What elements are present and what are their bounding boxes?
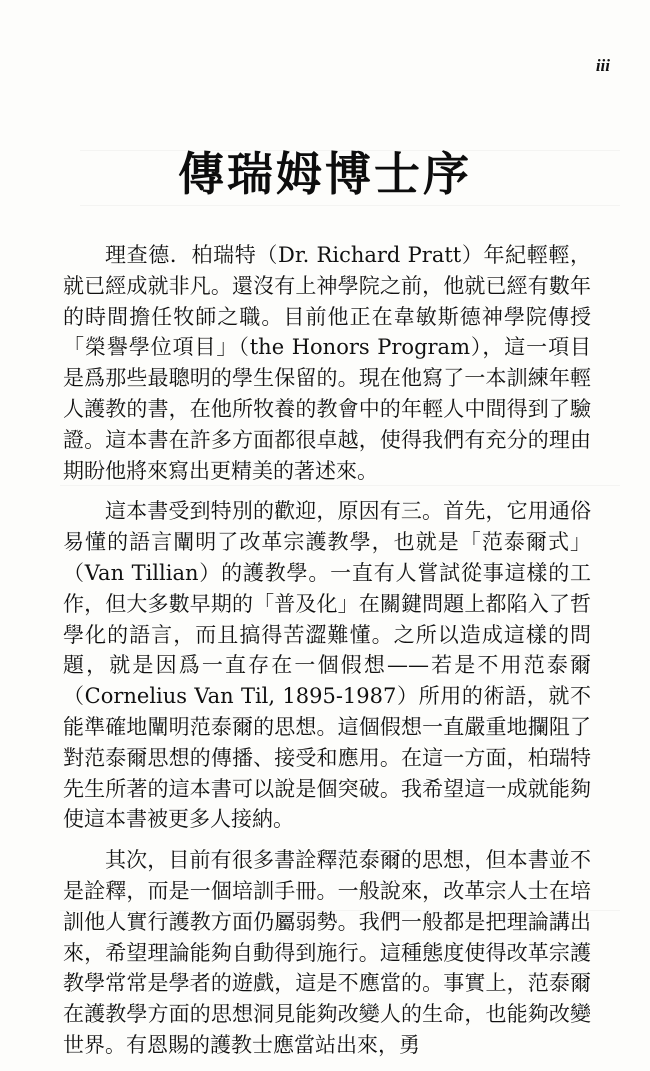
paragraph-1: 理查德．柏瑞特（Dr. Richard Pratt）年紀輕輕，就已經成就非凡。還沒有上神學院之前，他就已經有數年的時間擔任牧師之職。目前他正在韋敏斯德神學院傳授「榮譽學位項目」（the Honors Program），這一項目是爲那些最聰明的學生保留的。現在他寫了一本訓練年輕人護教的書，在他所牧養的教會中的年輕人中間得到了驗證。這本書在許多方面都很卓越，使得我們有充分的理由期盼他將來寫出更精美的著述來。 (63, 243, 591, 483)
body-text (63, 240, 591, 1071)
paragraph-3: 其次，目前有很多書詮釋范泰爾的思想，但本書並不是詮釋，而是一個培訓手冊。一般說來，改革宗人士在培訓他人實行護教方面仍屬弱勢。我們一般都是把理論講出來，希望理論能夠自動得到施行。這種態度使得改革宗護教學常常是學者的遊戲，這是不應當的。事實上，范泰爾在護教學方面的思想洞見能夠改變人的生命，也能夠改變世界。有恩賜的護教士應當站出來，勇 (63, 848, 591, 1057)
page-number: iii (595, 56, 610, 75)
bleed-through-line (80, 205, 620, 206)
paragraph-2: 這本書受到特別的歡迎，原因有三。首先，它用通俗易懂的語言闡明了改革宗護教學，也就是「范泰爾式」（Van Tillian）的護教學。一直有人嘗試從事這樣的工作，但大多數早期的「普及化」在關鍵問題上都陷入了哲學化的語言，而且搞得苦澀難懂。之所以造成這樣的問題，就是因爲一直存在一個假想——若是不用范泰爾（Cornelius Van Til, 1895-1987）所用的術語，就不能準確地闡明范泰爾的思想。這個假想一直嚴重地攔阻了對范泰爾思想的傳播、接受和應用。在這一方面，柏瑞特先生所著的這本書可以說是個突破。我希望這一成就能夠使這本書被更多人接納。 (63, 499, 591, 832)
page-title: 傳瑞姆博士序 (178, 147, 472, 201)
